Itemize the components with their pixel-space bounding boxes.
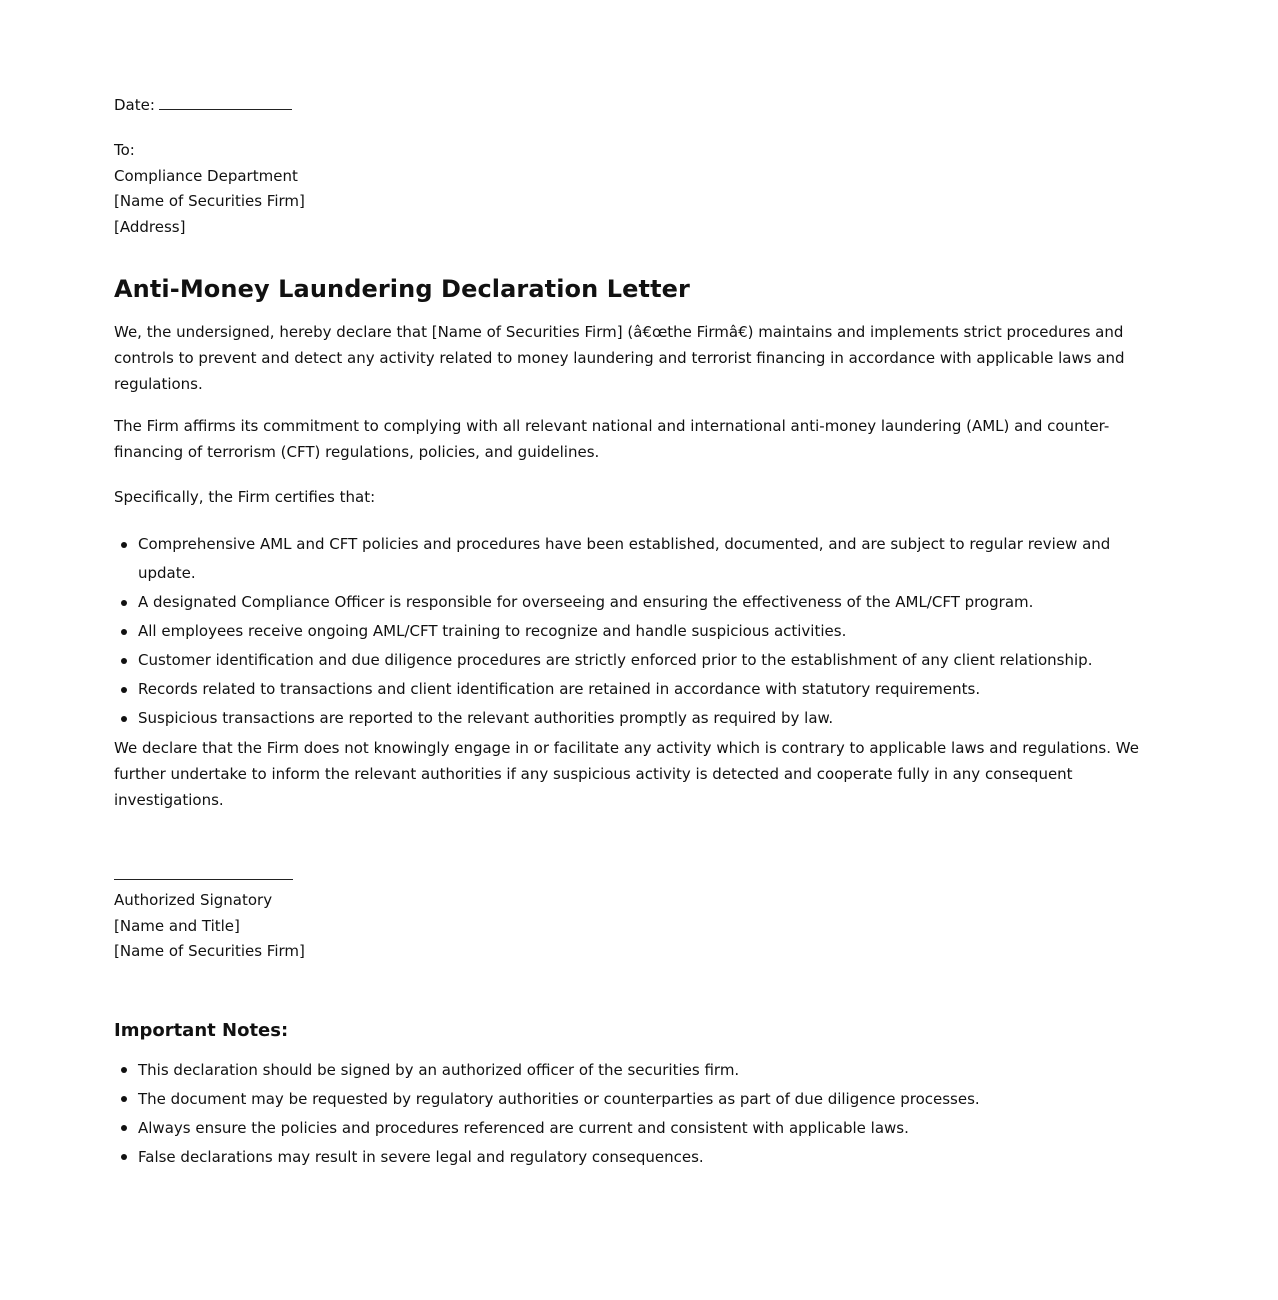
signatory-label: Authorized Signatory [114, 891, 273, 909]
signatory-name-title: [Name and Title] [114, 916, 240, 935]
recipient-address: [Address] [114, 217, 186, 236]
list-item: False declarations may result in severe legal and regulatory consequences. [138, 1143, 1154, 1172]
list-item: A designated Compliance Officer is responsible for overseeing and ensuring the effectiveness of the AML/CFT program. [138, 588, 1154, 617]
declaration-paragraph: We, the undersigned, hereby declare that [Name of Securities Firm] (â€œthe Firmâ€) maintains and implements strict procedures and controls to prevent and detect any activity related to money laundering and terrorist financing in accordance with applicable laws and regulations. [114, 323, 1125, 393]
undertaking-paragraph: We declare that the Firm does not knowingly engage in or facilitate any activity which is contrary to applicable laws and regulations. We further undertake to inform the relevant authorities if any suspicious activity is detected and cooperate fully in any consequent investigations. [114, 739, 1139, 809]
recipient-department: Compliance Department [114, 166, 298, 185]
certifies-intro: Specifically, the Firm certifies that: [114, 488, 376, 506]
list-item: All employees receive ongoing AML/CFT training to recognize and handle suspicious activities. [138, 617, 1154, 646]
document-title: Anti-Money Laundering Declaration Letter [114, 275, 690, 303]
certification-list [114, 530, 1154, 733]
recipient-firm: [Name of Securities Firm] [114, 192, 305, 210]
date-blank-line [159, 94, 292, 110]
date-label: Date: [114, 96, 155, 114]
signature-block [114, 888, 1154, 965]
list-item: Customer identification and due diligence procedures are strictly enforced prior to the establishment of any client relationship. [138, 646, 1154, 675]
signatory-firm: [Name of Securities Firm] [114, 942, 305, 960]
recipient-block [114, 138, 1154, 240]
list-item: The document may be requested by regulatory authorities or counterparties as part of due diligence processes. [138, 1085, 1154, 1114]
list-item: Records related to transactions and client identification are retained in accordance with statutory requirements. [138, 675, 1154, 704]
list-item: Suspicious transactions are reported to the relevant authorities promptly as required by law. [138, 704, 1154, 733]
list-item: Comprehensive AML and CFT policies and procedures have been established, documented, and are subject to regular review and update. [138, 530, 1154, 588]
commitment-paragraph: The Firm affirms its commitment to complying with all relevant national and international anti-money laundering (AML) and counter-financing of terrorism (CFT) regulations, policies, and guidelines. [114, 417, 1110, 461]
signature-line [114, 879, 293, 880]
list-item: Always ensure the policies and procedures referenced are current and consistent with applicable laws. [138, 1114, 1154, 1143]
notes-heading: Important Notes: [114, 1019, 289, 1041]
date-field [114, 92, 1154, 118]
notes-list [114, 1056, 1154, 1172]
list-item: This declaration should be signed by an authorized officer of the securities firm. [138, 1056, 1154, 1085]
to-label: To: [114, 141, 135, 159]
